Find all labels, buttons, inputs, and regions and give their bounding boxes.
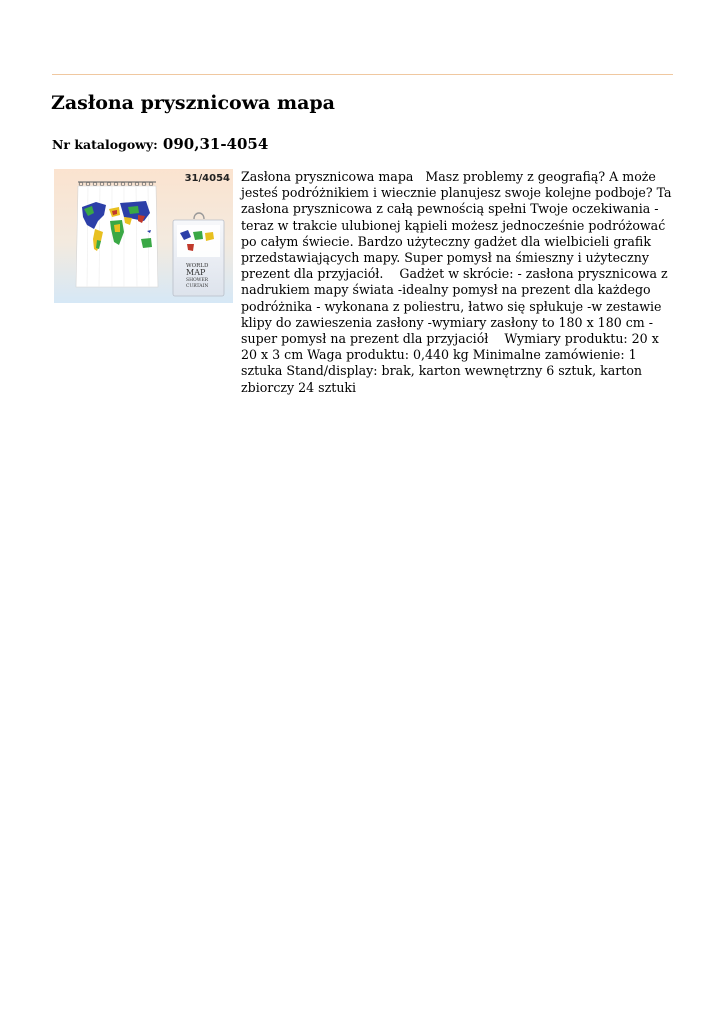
package-text-line-2: MAP: [186, 268, 206, 277]
catalog-number-row: [52, 134, 268, 153]
product-image: [54, 169, 233, 303]
package-text-line-3: SHOWER: [186, 278, 208, 283]
product-description: Zasłona prysznicowa mapa Masz problemy z geografią? A może jesteś podróżnikiem i wiecznie planujesz swoje kolejne podboje? Ta zasłona prysznicowa z całą pewnością spełni Twoje oczekiwania - teraz w trakcie ulubionej kąpieli możesz jednocześnie podróżować po całym świecie. Bardzo użyteczny gadżet dla wielbicieli grafik przedstawiających mapy. Super pomysł na śmieszny i użyteczny prezent dla przyjaciół. Gadżet w skrócie: - zasłona prysznicowa z nadrukiem mapy świata -idealny pomysł na prezent dla każdego podróżnika - wykonana z poliestru, łatwo się spłukuje -w zestawie klipy do zawieszenia zasłony -wymiary zasłony to 180 x 180 cm - super pomysł na prezent dla przyjaciół Wymiary produktu: 20 x 20 x 3 cm Waga produktu: 0,440 kg Minimalne zamówienie: 1 sztuka Stand/display: brak, karton wewnętrzny 6 sztuk, karton zbiorczy 24 sztuki: [241, 169, 676, 395]
image-product-code: 31/4054: [184, 173, 230, 184]
package-text-line-1: WORLD: [186, 263, 209, 269]
package-text-line-4: CURTAIN: [186, 284, 209, 289]
catalog-number-value: 090,31-4054: [162, 135, 269, 153]
product-title: Zasłona prysznicowa mapa: [51, 92, 335, 114]
catalog-number-label: Nr katalogowy:: [52, 137, 158, 152]
header-divider: [52, 74, 673, 75]
